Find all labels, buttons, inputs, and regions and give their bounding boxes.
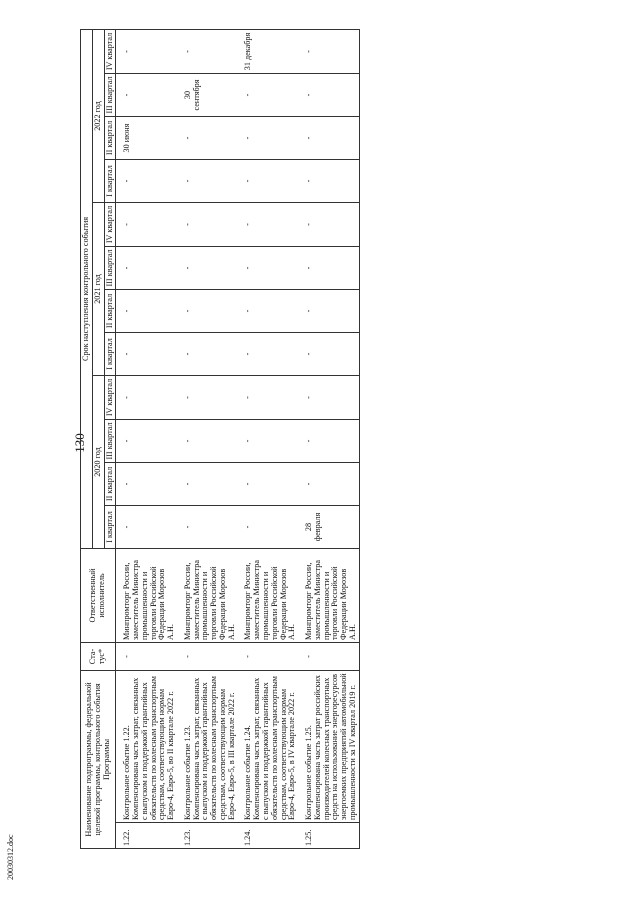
header-year-2022: 2022 год bbox=[92, 29, 104, 202]
header-quarter: III квартал bbox=[104, 419, 116, 462]
row-quarter-value: - bbox=[298, 246, 359, 289]
header-quarter: II квартал bbox=[104, 116, 116, 159]
row-quarter-value: - bbox=[298, 332, 359, 375]
row-quarter-value: - bbox=[116, 505, 177, 548]
row-quarter-value: 30 сентября bbox=[177, 73, 238, 116]
header-quarter: I квартал bbox=[104, 332, 116, 375]
header-quarter: I квартал bbox=[104, 159, 116, 202]
row-quarter-value: - bbox=[177, 332, 238, 375]
row-quarter-value: - bbox=[116, 159, 177, 202]
header-quarter: II квартал bbox=[104, 462, 116, 505]
table-row bbox=[237, 29, 298, 848]
row-status: - bbox=[177, 642, 238, 670]
row-responsible: Минпромторг России, заместитель Министра промышленности и торговли Российской Федерации Морозов А.Н. bbox=[298, 548, 359, 642]
header-status: Ста-тус* bbox=[81, 642, 116, 670]
row-quarter-value: - bbox=[177, 202, 238, 246]
row-quarter-value: - bbox=[298, 29, 359, 73]
header-year-2021: 2021 год bbox=[92, 202, 104, 375]
header-quarter: IV квартал bbox=[104, 29, 116, 73]
row-name: Контрольное событие 1.24. Компенсирована часть затрат, связанных с выпуском и поддержкой гарантийных обязательств по колесным транспортным средствам, соответствующим нормам Евро-4, Евро-5, в IV квартале 2022 г. bbox=[237, 670, 298, 822]
row-quarter-value: - bbox=[237, 246, 298, 289]
row-quarter-value: - bbox=[177, 505, 238, 548]
row-quarter-value: - bbox=[116, 332, 177, 375]
row-quarter-value: - bbox=[177, 116, 238, 159]
row-quarter-value: - bbox=[116, 202, 177, 246]
row-responsible: Минпромторг России, заместитель Министра промышленности и торговли Российской Федерации Морозов А.Н. bbox=[237, 548, 298, 642]
row-quarter-value: - bbox=[298, 159, 359, 202]
header-quarter: III квартал bbox=[104, 73, 116, 116]
row-quarter-value: - bbox=[237, 375, 298, 419]
row-quarter-value: - bbox=[116, 246, 177, 289]
row-quarter-value: - bbox=[116, 419, 177, 462]
row-name: Контрольное событие 1.23. Компенсирована часть затрат, связанных с выпуском и поддержкой гарантийных обязательств по колесным транспортным средствам, соответствующим нормам Евро-4, Евро-5, в III квартале 2022 г. bbox=[177, 670, 238, 822]
row-number: 1.22. bbox=[116, 823, 177, 849]
row-quarter-value: - bbox=[237, 289, 298, 332]
header-quarter: II квартал bbox=[104, 289, 116, 332]
row-quarter-value: - bbox=[177, 375, 238, 419]
row-number: 1.24. bbox=[237, 823, 298, 849]
row-quarter-value: - bbox=[298, 202, 359, 246]
row-status: - bbox=[237, 642, 298, 670]
row-quarter-value: - bbox=[116, 375, 177, 419]
table-row bbox=[116, 29, 177, 848]
header-year-2020: 2020 год bbox=[92, 375, 104, 548]
row-quarter-value: - bbox=[116, 73, 177, 116]
row-quarter-value: - bbox=[298, 462, 359, 505]
row-quarter-value: - bbox=[237, 116, 298, 159]
row-quarter-value: - bbox=[298, 116, 359, 159]
row-number: 1.23. bbox=[177, 823, 238, 849]
row-quarter-value: - bbox=[177, 159, 238, 202]
header-quarter: I квартал bbox=[104, 505, 116, 548]
row-quarter-value: - bbox=[298, 375, 359, 419]
page-number: 130 bbox=[72, 433, 87, 453]
row-quarter-value: - bbox=[177, 462, 238, 505]
header-quarter: III квартал bbox=[104, 246, 116, 289]
header-deadline: Срок наступления контрольного события bbox=[81, 29, 93, 548]
row-quarter-value: - bbox=[237, 419, 298, 462]
table-row bbox=[177, 29, 238, 848]
header-quarter: IV квартал bbox=[104, 202, 116, 246]
row-quarter-value: - bbox=[177, 289, 238, 332]
header-responsible: Ответственный исполнитель bbox=[81, 548, 116, 642]
row-quarter-value: - bbox=[298, 289, 359, 332]
row-quarter-value: - bbox=[298, 73, 359, 116]
row-number: 1.25. bbox=[298, 823, 359, 849]
row-name: Контрольное событие 1.25. Компенсирована часть затрат российских производителей колесных транспортных средств на использование энергоресурсов энергоемких предприятий автомобильной промышленности за IV квартал 2019 г. bbox=[298, 670, 359, 822]
control-events-table bbox=[80, 29, 360, 849]
row-quarter-value: - bbox=[116, 289, 177, 332]
row-responsible: Минпромторг России, заместитель Министра промышленности и торговли Российской Федерации Морозов А.Н. bbox=[177, 548, 238, 642]
row-name: Контрольное событие 1.22. Компенсирована часть затрат, связанных с выпуском и поддержкой гарантийных обязательств по колесным транспортным средствам, соответствующим нормам Евро-4, Евро-5, во II квартале 2022 г. bbox=[116, 670, 177, 822]
row-quarter-value: - bbox=[237, 505, 298, 548]
row-status: - bbox=[116, 642, 177, 670]
row-quarter-value: 28 февраля bbox=[298, 505, 359, 548]
row-quarter-value: - bbox=[116, 462, 177, 505]
row-status: - bbox=[298, 642, 359, 670]
row-quarter-value: - bbox=[237, 332, 298, 375]
rotated-page bbox=[80, 29, 622, 849]
header-name: Наименование подпрограммы, федеральной целевой программы, контрольного события Программы bbox=[81, 670, 116, 848]
row-quarter-value: - bbox=[177, 246, 238, 289]
row-quarter-value: - bbox=[298, 419, 359, 462]
row-quarter-value: - bbox=[116, 29, 177, 73]
row-responsible: Минпромторг России, заместитель Министра промышленности и торговли Российской Федерации Морозов А.Н. bbox=[116, 548, 177, 642]
row-quarter-value: - bbox=[237, 202, 298, 246]
row-quarter-value: - bbox=[237, 159, 298, 202]
table-row bbox=[298, 29, 359, 848]
row-quarter-value: 30 июня bbox=[116, 116, 177, 159]
row-quarter-value: 31 декабря bbox=[237, 29, 298, 73]
row-quarter-value: - bbox=[237, 462, 298, 505]
header-quarter: IV квартал bbox=[104, 375, 116, 419]
footer-code: 20030312.doc bbox=[6, 834, 15, 880]
row-quarter-value: - bbox=[237, 73, 298, 116]
row-quarter-value: - bbox=[177, 419, 238, 462]
row-quarter-value: - bbox=[177, 29, 238, 73]
